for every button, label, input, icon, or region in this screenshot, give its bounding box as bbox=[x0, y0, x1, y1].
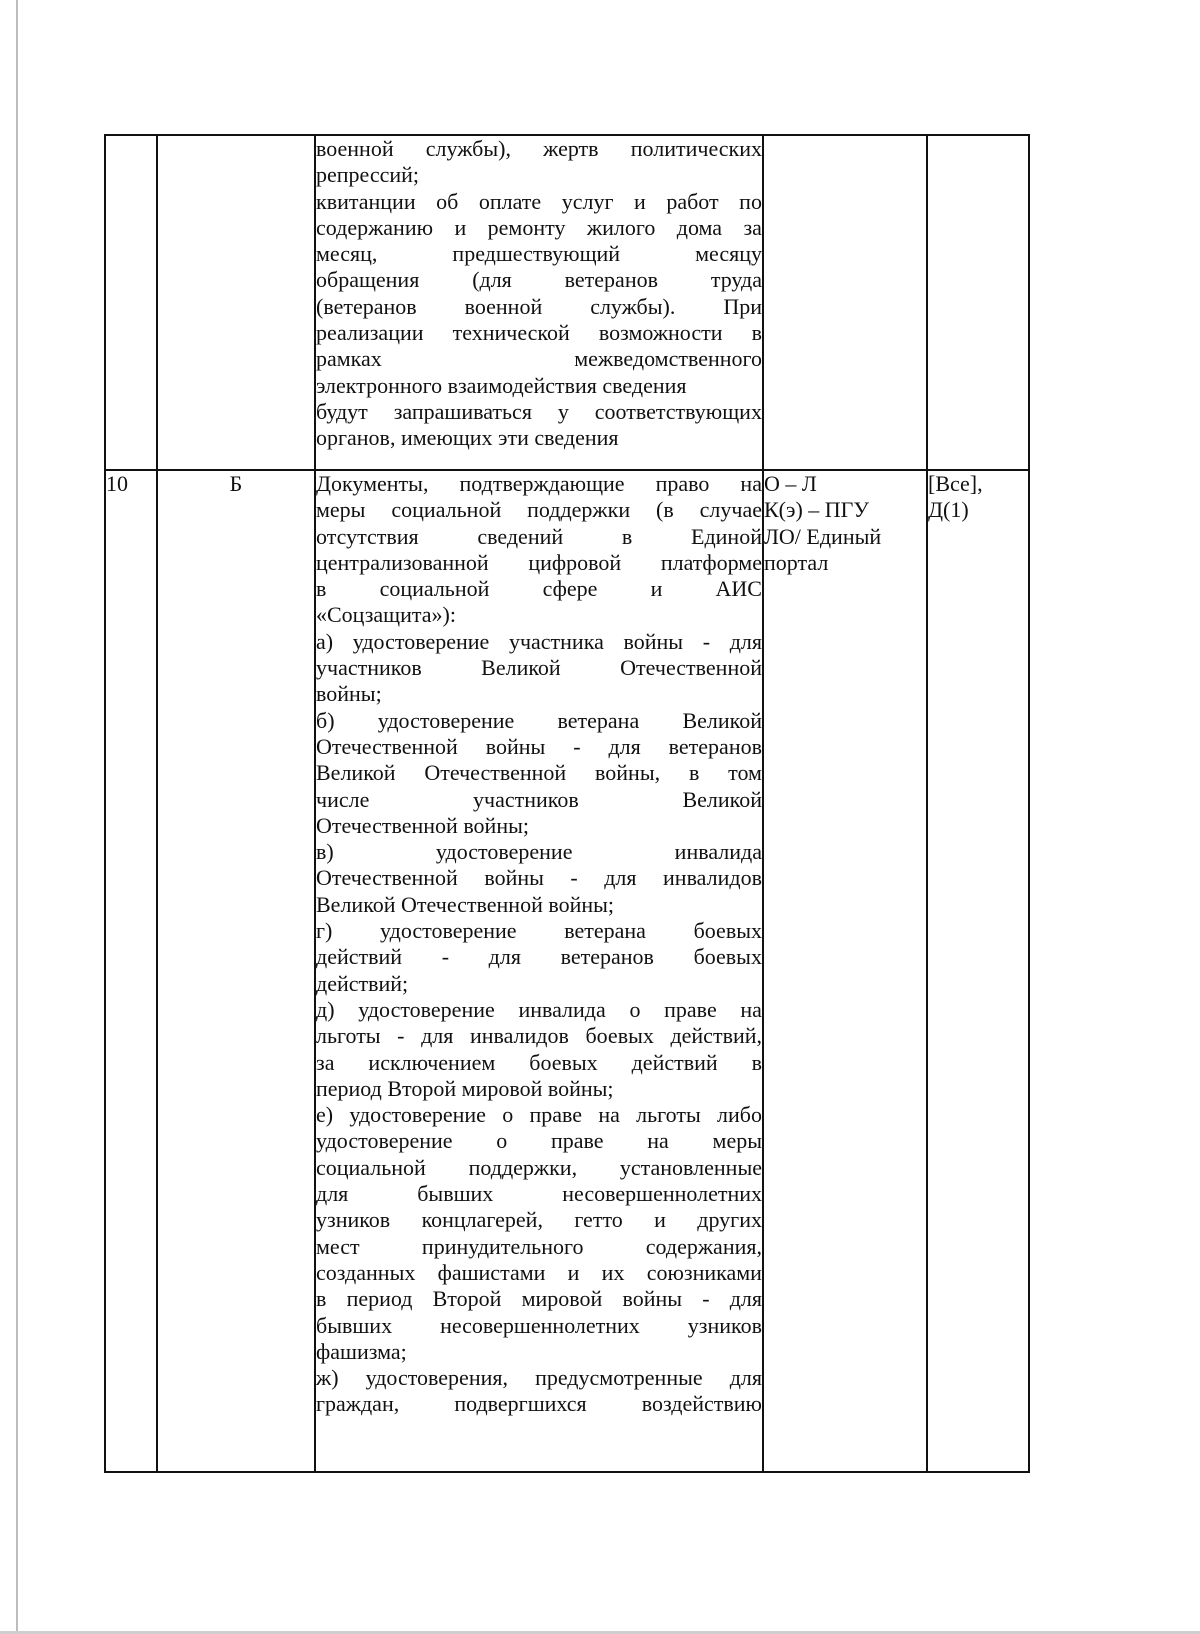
text-line: Великой Отечественной войны; bbox=[316, 891, 615, 917]
text-line: в социальной сфере и АИС bbox=[316, 576, 762, 602]
text-line: Отечественной войны - для ветеранов bbox=[316, 733, 762, 759]
method-cell bbox=[763, 135, 927, 470]
table-row-10 bbox=[105, 470, 1029, 1472]
code-cell bbox=[927, 470, 1029, 1472]
text-line: социальной поддержки, установленные bbox=[316, 1154, 762, 1180]
text-line: меры социальной поддержки (в случае bbox=[316, 497, 762, 523]
text-line: (ветеранов военной службы). При bbox=[316, 293, 762, 319]
description-cell bbox=[315, 470, 763, 1472]
text-line: О – Л bbox=[764, 471, 817, 496]
document-table bbox=[104, 134, 1030, 1473]
row-number-cell bbox=[105, 135, 157, 470]
method-cell bbox=[763, 470, 927, 1472]
text-line: период Второй мировой войны; bbox=[316, 1075, 614, 1101]
method-lines bbox=[764, 471, 926, 576]
text-line: действий; bbox=[316, 970, 409, 996]
text-line: г) удостоверение ветерана боевых bbox=[316, 918, 762, 944]
code-lines bbox=[928, 471, 1028, 524]
text-line: «Соцзащита»): bbox=[316, 602, 456, 628]
text-line: узников концлагерей, гетто и других bbox=[316, 1207, 762, 1233]
text-line: д) удостоверение инвалида о праве на bbox=[316, 996, 762, 1022]
text-line: ж) удостоверения, предусмотренные для bbox=[316, 1365, 762, 1391]
text-line: действий - для ветеранов боевых bbox=[316, 944, 762, 970]
text-line: Д(1) bbox=[928, 497, 969, 523]
text-line: Отечественной войны; bbox=[316, 812, 529, 838]
text-line: обращения (для ветеранов труда bbox=[316, 267, 762, 293]
text-line: в период Второй мировой войны - для bbox=[316, 1286, 762, 1312]
text-line: созданных фашистами и их союзниками bbox=[316, 1259, 762, 1285]
text-line: б) удостоверение ветерана Великой bbox=[316, 707, 762, 733]
text-line: граждан, подвергшихся воздействию bbox=[316, 1391, 762, 1417]
text-line: отсутствия сведений в Единой bbox=[316, 523, 762, 549]
text-line: централизованной цифровой платформе bbox=[316, 549, 762, 575]
description-lines bbox=[316, 136, 762, 452]
text-line: реализации технической возможности в bbox=[316, 320, 762, 346]
text-line: е) удостоверение о праве на льготы либо bbox=[316, 1102, 762, 1128]
text-line: содержанию и ремонту жилого дома за bbox=[316, 214, 762, 240]
text-line: месяц, предшествующий месяцу bbox=[316, 241, 762, 267]
text-line: в) удостоверение инвалида bbox=[316, 839, 762, 865]
description-lines bbox=[316, 471, 762, 1418]
text-line: будут запрашиваться у соответствующих bbox=[316, 398, 762, 424]
text-line: военной службы), жертв политических bbox=[316, 136, 762, 161]
description-cell bbox=[315, 135, 763, 470]
row-number-cell: 10 bbox=[105, 470, 157, 1472]
text-line: для бывших несовершеннолетних bbox=[316, 1181, 762, 1207]
code-cell bbox=[927, 135, 1029, 470]
text-line: рамках межведомственного bbox=[316, 346, 762, 372]
text-line: удостоверение о праве на меры bbox=[316, 1128, 762, 1154]
text-line: квитанции об оплате услуг и работ по bbox=[316, 188, 762, 214]
doc-type-cell: Б bbox=[157, 470, 315, 1472]
text-line: а) удостоверение участника войны - для bbox=[316, 628, 762, 654]
text-line: фашизма; bbox=[316, 1338, 407, 1364]
text-line: войны; bbox=[316, 681, 382, 707]
text-line: электронного взаимодействия сведения bbox=[316, 372, 687, 398]
text-line: бывших несовершеннолетних узников bbox=[316, 1312, 762, 1338]
text-line: ЛО/ Единый bbox=[764, 523, 882, 549]
table-row-continued bbox=[105, 135, 1029, 470]
text-line: числе участников Великой bbox=[316, 786, 762, 812]
text-line: Отечественной войны - для инвалидов bbox=[316, 865, 762, 891]
text-line: К(э) – ПГУ bbox=[764, 497, 869, 523]
text-line: за исключением боевых действий в bbox=[316, 1049, 762, 1075]
text-line: мест принудительного содержания, bbox=[316, 1233, 762, 1259]
text-line: [Все], bbox=[928, 471, 983, 496]
text-line: Документы, подтверждающие право на bbox=[316, 471, 762, 496]
text-line: органов, имеющих эти сведения bbox=[316, 425, 619, 451]
doc-type-cell bbox=[157, 135, 315, 470]
text-line: репрессий; bbox=[316, 162, 420, 188]
text-line: участников Великой Отечественной bbox=[316, 655, 762, 681]
text-line: Великой Отечественной войны, в том bbox=[316, 760, 762, 786]
page-edge-line bbox=[16, 0, 18, 1634]
text-line: портал bbox=[764, 549, 829, 575]
text-line: льготы - для инвалидов боевых действий, bbox=[316, 1023, 762, 1049]
